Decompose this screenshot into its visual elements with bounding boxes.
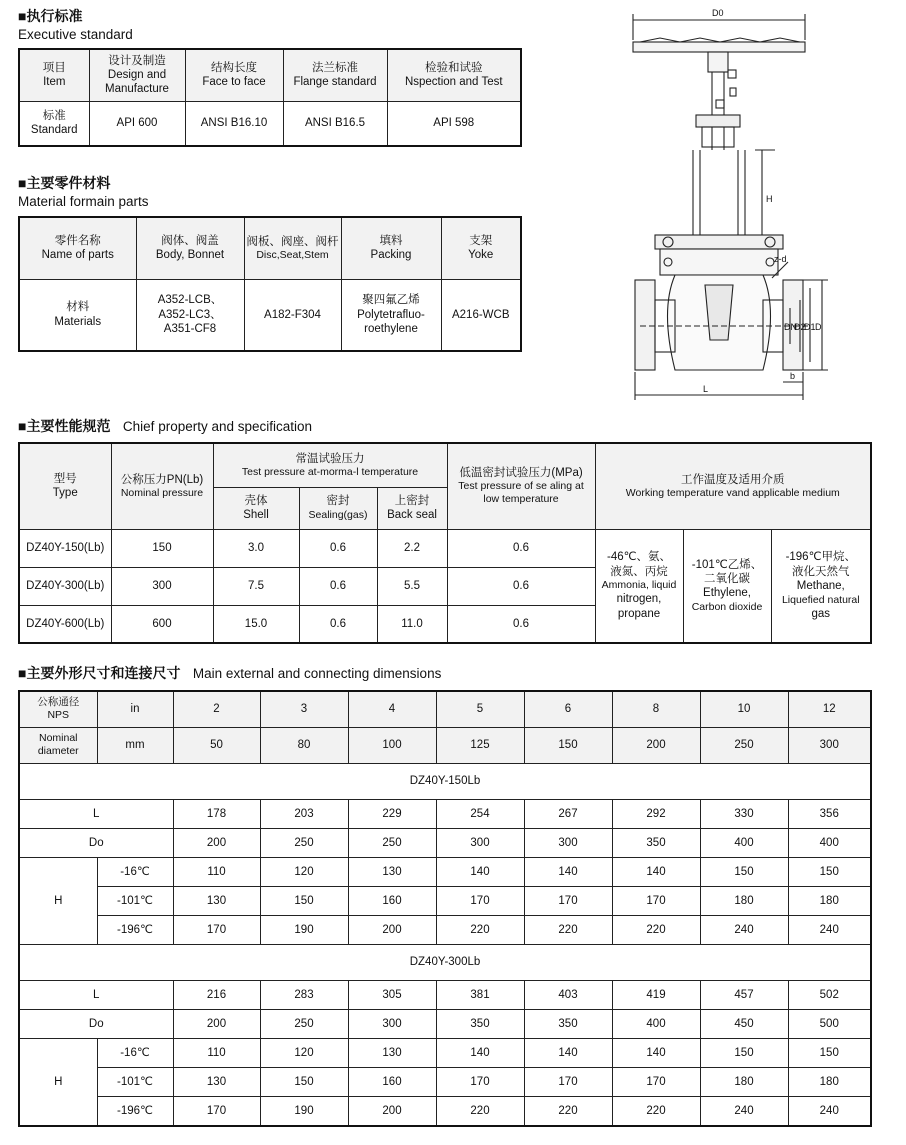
stem-shape bbox=[708, 52, 728, 72]
property-shell-header: 壳体 Shell bbox=[213, 487, 299, 529]
dimension-value-cell: 200 bbox=[348, 915, 436, 944]
mm-cell: 125 bbox=[436, 727, 524, 763]
drawing-label-d2: D2 bbox=[794, 322, 806, 332]
property-header-row bbox=[19, 443, 871, 487]
property-low-cell: 0.6 bbox=[447, 605, 595, 643]
materials-header-row bbox=[19, 217, 521, 279]
section4-title-en: Main external and connecting dimensions bbox=[192, 666, 442, 681]
property-medium-cell: -196℃甲烷、 液化天然气 Methane, Liquefied natural gas bbox=[771, 529, 871, 643]
dimension-value-cell: 292 bbox=[612, 799, 700, 828]
property-back-cell: 11.0 bbox=[377, 605, 447, 643]
dimension-value-cell: 400 bbox=[612, 1010, 700, 1039]
dimension-value-cell: 220 bbox=[436, 915, 524, 944]
materials-header-cell: 支架 Yoke bbox=[441, 217, 521, 279]
property-type-header: 型号 Type bbox=[19, 443, 111, 529]
property-seal-cell: 0.6 bbox=[299, 605, 377, 643]
dimension-do-label: Do bbox=[19, 828, 173, 857]
handwheel-shape bbox=[633, 42, 805, 52]
standard-cell: API 600 bbox=[89, 101, 185, 146]
dimensions-header-row bbox=[19, 691, 871, 727]
dimension-value-cell: 140 bbox=[524, 857, 612, 886]
temperature-label: -196℃ bbox=[97, 1097, 173, 1126]
inch-cell: 10 bbox=[700, 691, 788, 727]
property-low-cell: 0.6 bbox=[447, 567, 595, 605]
dimension-value-cell: 130 bbox=[348, 1039, 436, 1068]
dimension-value-cell: 381 bbox=[436, 981, 524, 1010]
mm-cell: 100 bbox=[348, 727, 436, 763]
property-row bbox=[19, 529, 871, 567]
dimensions-h-row bbox=[19, 1097, 871, 1126]
dimensions-h-row bbox=[19, 857, 871, 886]
dimension-value-cell: 457 bbox=[700, 981, 788, 1010]
dimension-value-cell: 150 bbox=[788, 1039, 871, 1068]
dimensions-group-title-row bbox=[19, 945, 871, 981]
drawing-label-l: L bbox=[703, 384, 709, 394]
dimension-value-cell: 240 bbox=[700, 915, 788, 944]
property-work-header: 工作温度及适用介质 Working temperature vand applicable medium bbox=[595, 443, 871, 529]
dimension-value-cell: 150 bbox=[260, 1068, 348, 1097]
drawing-label-b: b bbox=[790, 371, 796, 381]
dimension-value-cell: 450 bbox=[700, 1010, 788, 1039]
drawing-label-do: D0 bbox=[712, 8, 724, 18]
dimension-value-cell: 250 bbox=[260, 828, 348, 857]
standard-row-label: 标准 Standard bbox=[19, 101, 89, 146]
property-medium-cell: -46℃、氨、 液氮、丙烷 Ammonia, liquid nitrogen, propane bbox=[595, 529, 683, 643]
dimension-value-cell: 130 bbox=[348, 857, 436, 886]
property-pn-header: 公称压力PN(Lb) Nominal pressure bbox=[111, 443, 213, 529]
mm-cell: 80 bbox=[260, 727, 348, 763]
dimension-value-cell: 403 bbox=[524, 981, 612, 1010]
dimensions-group-title: DZ40Y-300Lb bbox=[19, 945, 871, 981]
dimensions-do-row bbox=[19, 828, 871, 857]
standard-cell: ANSI B16.10 bbox=[185, 101, 283, 146]
dimension-value-cell: 140 bbox=[524, 1039, 612, 1068]
standard-header-cell: 结构长度 Face to face bbox=[185, 49, 283, 101]
standard-row bbox=[19, 101, 521, 146]
standard-header-cell: 设计及制造 Design and Manufacture bbox=[89, 49, 185, 101]
section2-title-en: Material formain parts bbox=[18, 194, 149, 209]
temperature-label: -196℃ bbox=[97, 915, 173, 944]
dimension-value-cell: 250 bbox=[348, 828, 436, 857]
dimension-value-cell: 350 bbox=[612, 828, 700, 857]
section3-title-en: Chief property and specification bbox=[122, 419, 313, 434]
property-back-cell: 2.2 bbox=[377, 529, 447, 567]
materials-packing-cell: 聚四氟乙烯 Polytetrafluo- roethylene bbox=[341, 279, 441, 351]
inch-cell: 8 bbox=[612, 691, 700, 727]
dimension-value-cell: 300 bbox=[436, 828, 524, 857]
standard-header-cell: 检验和试验 Nspection and Test bbox=[387, 49, 521, 101]
dimension-value-cell: 356 bbox=[788, 799, 871, 828]
dimension-value-cell: 120 bbox=[260, 857, 348, 886]
property-type-cell: DZ40Y-600(Lb) bbox=[19, 605, 111, 643]
dimension-value-cell: 400 bbox=[788, 828, 871, 857]
dimension-value-cell: 140 bbox=[436, 857, 524, 886]
section1-title-en: Executive standard bbox=[18, 27, 133, 42]
mm-cell: 300 bbox=[788, 727, 871, 763]
materials-header-cell: 填料 Packing bbox=[341, 217, 441, 279]
property-back-header: 上密封 Back seal bbox=[377, 487, 447, 529]
dimension-value-cell: 170 bbox=[436, 886, 524, 915]
dimension-value-cell: 170 bbox=[524, 886, 612, 915]
dimension-value-cell: 170 bbox=[173, 915, 260, 944]
mm-cell: 50 bbox=[173, 727, 260, 763]
property-shell-cell: 7.5 bbox=[213, 567, 299, 605]
dimension-value-cell: 220 bbox=[524, 1097, 612, 1126]
dimension-value-cell: 220 bbox=[524, 915, 612, 944]
dimension-value-cell: 178 bbox=[173, 799, 260, 828]
dimension-value-cell: 220 bbox=[612, 1097, 700, 1126]
materials-header-cell: 零件名称 Name of parts bbox=[19, 217, 136, 279]
temperature-label: -16℃ bbox=[97, 857, 173, 886]
inch-cell: 6 bbox=[524, 691, 612, 727]
dimension-value-cell: 200 bbox=[173, 1010, 260, 1039]
materials-yoke-cell: A216-WCB bbox=[441, 279, 521, 351]
dimensions-h-row bbox=[19, 915, 871, 944]
dimension-value-cell: 190 bbox=[260, 915, 348, 944]
dimension-value-cell: 330 bbox=[700, 799, 788, 828]
mm-cell: 250 bbox=[700, 727, 788, 763]
nominal-diameter-label: Nominal diameter bbox=[19, 727, 97, 763]
standard-header-cell: 法兰标准 Flange standard bbox=[283, 49, 387, 101]
dimension-value-cell: 170 bbox=[612, 886, 700, 915]
dimension-value-cell: 419 bbox=[612, 981, 700, 1010]
section3-title bbox=[18, 416, 312, 436]
dimension-value-cell: 160 bbox=[348, 1068, 436, 1097]
mm-label: mm bbox=[97, 727, 173, 763]
dimension-do-label: Do bbox=[19, 1010, 173, 1039]
dimension-value-cell: 110 bbox=[173, 1039, 260, 1068]
drawing-label-zd: z-d bbox=[774, 254, 787, 264]
section2-title-cn: ■主要零件材料 bbox=[18, 175, 111, 191]
inch-cell: 12 bbox=[788, 691, 871, 727]
property-type-cell: DZ40Y-300(Lb) bbox=[19, 567, 111, 605]
dimension-value-cell: 216 bbox=[173, 981, 260, 1010]
dimension-value-cell: 200 bbox=[173, 828, 260, 857]
valve-drawing bbox=[600, 0, 900, 410]
dimension-value-cell: 220 bbox=[612, 915, 700, 944]
standard-header-row bbox=[19, 49, 521, 101]
property-seal-cell: 0.6 bbox=[299, 567, 377, 605]
dimension-value-cell: 200 bbox=[348, 1097, 436, 1126]
standard-table bbox=[18, 48, 522, 147]
property-pn-cell: 150 bbox=[111, 529, 213, 567]
dimension-h-label: H bbox=[19, 1039, 97, 1126]
property-shell-cell: 3.0 bbox=[213, 529, 299, 567]
dimension-value-cell: 130 bbox=[173, 1068, 260, 1097]
dimension-value-cell: 240 bbox=[788, 915, 871, 944]
dimension-value-cell: 300 bbox=[524, 828, 612, 857]
dimension-value-cell: 267 bbox=[524, 799, 612, 828]
dimensions-h-row bbox=[19, 1039, 871, 1068]
dimension-value-cell: 160 bbox=[348, 886, 436, 915]
dimension-value-cell: 220 bbox=[436, 1097, 524, 1126]
dimensions-group-title-row bbox=[19, 763, 871, 799]
materials-row bbox=[19, 279, 521, 351]
section1-title-cn: ■执行标准 bbox=[18, 8, 83, 24]
dimensions-h-row bbox=[19, 886, 871, 915]
dimension-l-label: L bbox=[19, 799, 173, 828]
dimension-value-cell: 140 bbox=[612, 857, 700, 886]
section4-title bbox=[18, 663, 441, 683]
dimensions-group-title: DZ40Y-150Lb bbox=[19, 763, 871, 799]
dimension-value-cell: 150 bbox=[788, 857, 871, 886]
dimension-value-cell: 305 bbox=[348, 981, 436, 1010]
standard-cell: API 598 bbox=[387, 101, 521, 146]
dimensions-l-row bbox=[19, 981, 871, 1010]
materials-header-cell: 阀体、阀盖 Body, Bonnet bbox=[136, 217, 244, 279]
dimension-value-cell: 150 bbox=[700, 857, 788, 886]
dimension-value-cell: 190 bbox=[260, 1097, 348, 1126]
section3-title-cn: ■主要性能规范 bbox=[18, 418, 111, 434]
property-pn-cell: 600 bbox=[111, 605, 213, 643]
property-medium-cell: -101℃乙烯、 二氧化碳 Ethylene, Carbon dioxide bbox=[683, 529, 771, 643]
dimension-value-cell: 180 bbox=[700, 1068, 788, 1097]
property-seal-header: 密封 Sealing(gas) bbox=[299, 487, 377, 529]
dimension-value-cell: 400 bbox=[700, 828, 788, 857]
materials-disc-cell: A182-F304 bbox=[244, 279, 341, 351]
property-table bbox=[18, 442, 872, 644]
dimension-value-cell: 180 bbox=[788, 886, 871, 915]
property-test-header: 常温试验压力 Test pressure at-morma-l temperature bbox=[213, 443, 447, 487]
mm-cell: 150 bbox=[524, 727, 612, 763]
dimension-value-cell: 140 bbox=[612, 1039, 700, 1068]
materials-header-cell: 阀板、阀座、阀杆 Disc,Seat,Stem bbox=[244, 217, 341, 279]
drawing-label-d1: D1 bbox=[804, 322, 816, 332]
dimension-value-cell: 180 bbox=[700, 886, 788, 915]
standard-cell: ANSI B16.5 bbox=[283, 101, 387, 146]
dimension-value-cell: 130 bbox=[173, 886, 260, 915]
dimension-value-cell: 203 bbox=[260, 799, 348, 828]
drawing-label-h: H bbox=[766, 194, 773, 204]
dimension-value-cell: 140 bbox=[436, 1039, 524, 1068]
dimension-value-cell: 250 bbox=[260, 1010, 348, 1039]
temperature-label: -101℃ bbox=[97, 1068, 173, 1097]
property-pn-cell: 300 bbox=[111, 567, 213, 605]
materials-table bbox=[18, 216, 522, 352]
dimension-value-cell: 500 bbox=[788, 1010, 871, 1039]
dimension-value-cell: 120 bbox=[260, 1039, 348, 1068]
property-shell-cell: 15.0 bbox=[213, 605, 299, 643]
dimensions-do-row bbox=[19, 1010, 871, 1039]
inch-cell: 4 bbox=[348, 691, 436, 727]
dimension-value-cell: 254 bbox=[436, 799, 524, 828]
dimensions-h-row bbox=[19, 1068, 871, 1097]
dimensions-table bbox=[18, 690, 872, 1127]
property-back-cell: 5.5 bbox=[377, 567, 447, 605]
inch-cell: 3 bbox=[260, 691, 348, 727]
property-low-cell: 0.6 bbox=[447, 529, 595, 567]
inch-cell: 5 bbox=[436, 691, 524, 727]
property-type-cell: DZ40Y-150(Lb) bbox=[19, 529, 111, 567]
dimension-value-cell: 170 bbox=[173, 1097, 260, 1126]
dimension-value-cell: 300 bbox=[348, 1010, 436, 1039]
temperature-label: -16℃ bbox=[97, 1039, 173, 1068]
inch-cell: 2 bbox=[173, 691, 260, 727]
dimension-value-cell: 170 bbox=[524, 1068, 612, 1097]
dimensions-header-row bbox=[19, 727, 871, 763]
section4-title-cn: ■主要外形尺寸和连接尺寸 bbox=[18, 665, 181, 681]
dimension-value-cell: 180 bbox=[788, 1068, 871, 1097]
dimension-value-cell: 170 bbox=[612, 1068, 700, 1097]
dimension-l-label: L bbox=[19, 981, 173, 1010]
dimension-value-cell: 170 bbox=[436, 1068, 524, 1097]
nps-label: 公称通径 NPS bbox=[19, 691, 97, 727]
dimension-value-cell: 150 bbox=[700, 1039, 788, 1068]
mm-cell: 200 bbox=[612, 727, 700, 763]
standard-header-cell: 项目 Item bbox=[19, 49, 89, 101]
dimension-value-cell: 502 bbox=[788, 981, 871, 1010]
property-seal-cell: 0.6 bbox=[299, 529, 377, 567]
dimension-value-cell: 350 bbox=[436, 1010, 524, 1039]
dimension-value-cell: 240 bbox=[700, 1097, 788, 1126]
drawing-label-d: D bbox=[815, 322, 822, 332]
dimension-value-cell: 229 bbox=[348, 799, 436, 828]
in-label: in bbox=[97, 691, 173, 727]
dimensions-l-row bbox=[19, 799, 871, 828]
materials-row-label: 材料 Materials bbox=[19, 279, 136, 351]
dimension-value-cell: 110 bbox=[173, 857, 260, 886]
drawing-label-dn: DN bbox=[784, 322, 797, 332]
dimension-value-cell: 350 bbox=[524, 1010, 612, 1039]
dimension-value-cell: 283 bbox=[260, 981, 348, 1010]
materials-body-cell: A352-LCB、 A352-LC3、 A351-CF8 bbox=[136, 279, 244, 351]
temperature-label: -101℃ bbox=[97, 886, 173, 915]
dimension-value-cell: 240 bbox=[788, 1097, 871, 1126]
property-low-header: 低温密封试验压力(MPa) Test pressure of se aling at low temperature bbox=[447, 443, 595, 529]
dimension-value-cell: 150 bbox=[260, 886, 348, 915]
dimension-h-label: H bbox=[19, 857, 97, 944]
